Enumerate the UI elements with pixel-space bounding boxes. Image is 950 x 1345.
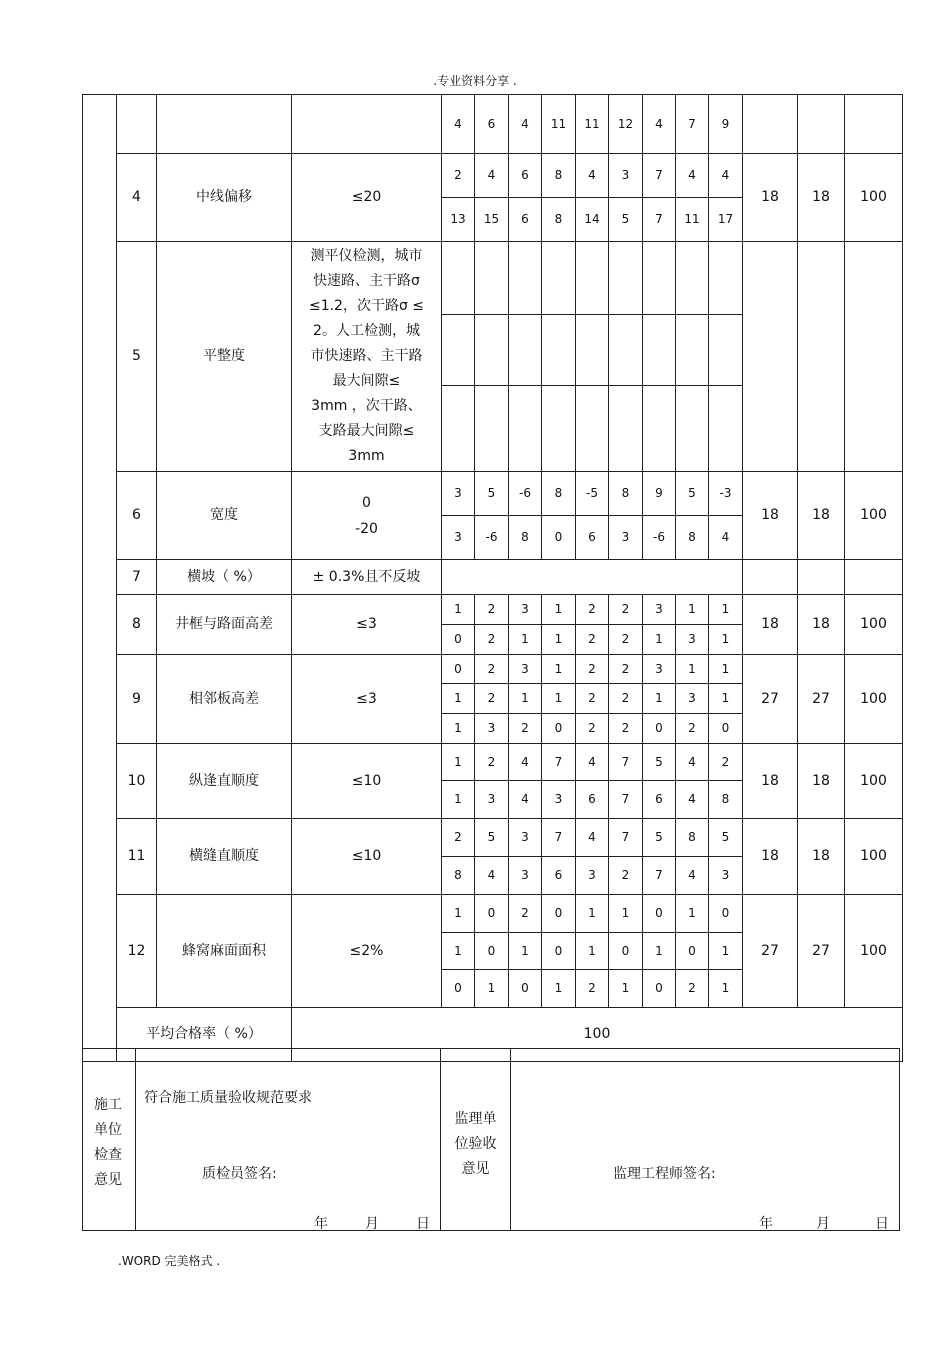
measured-value: 2: [475, 744, 509, 781]
item-name: 横坡（ %）: [157, 560, 292, 595]
measured-value: 14: [576, 198, 609, 242]
item-name: 井框与路面高差: [157, 595, 292, 655]
standard-line: 0: [362, 494, 371, 511]
measured-value: 2: [576, 625, 609, 655]
measured-value: 4: [576, 744, 609, 781]
measured-value: 2: [676, 714, 709, 744]
item-standard: [292, 472, 442, 560]
table-row: [83, 744, 903, 781]
measured-value: 1: [542, 970, 576, 1008]
measured-value: 3: [509, 819, 542, 857]
measured-value: -6: [509, 472, 542, 516]
measured-value: 1: [676, 595, 709, 625]
measured-value: 3: [542, 781, 576, 819]
measured-value: 4: [509, 781, 542, 819]
measured-value: 0: [542, 714, 576, 744]
measured-value: 7: [542, 819, 576, 857]
measured-value: 4: [509, 744, 542, 781]
measured-value: 15: [475, 198, 509, 242]
qualified-points: 18: [798, 744, 845, 819]
standard-line: 快速路、主干路σ: [313, 273, 420, 289]
item-standard: ≤20: [292, 154, 442, 242]
supervisor-opinion-cell: [511, 1049, 900, 1231]
measured-value: 3: [676, 684, 709, 714]
item-standard: ≤3: [292, 595, 442, 655]
measured-value: 11: [542, 95, 576, 154]
measured-value: 1: [542, 595, 576, 625]
measured-value: 7: [676, 95, 709, 154]
measured-value: 6: [576, 781, 609, 819]
measured-value: 0: [709, 895, 743, 933]
measured-value: 1: [509, 684, 542, 714]
qualified-points: 18: [798, 154, 845, 242]
standard-line: -20: [355, 520, 378, 537]
measured-value: 7: [643, 154, 676, 198]
checked-points: 18: [743, 154, 798, 242]
standard-line: 市快速路、主干路: [310, 348, 423, 364]
measured-value: 2: [576, 595, 609, 625]
measured-value: 8: [542, 472, 576, 516]
measured-value: 2: [475, 655, 509, 684]
measured-value: 1: [442, 933, 475, 970]
measured-value: 3: [509, 595, 542, 625]
measured-value: 0: [643, 970, 676, 1008]
measured-value: 4: [442, 95, 475, 154]
item-name: 蜂窝麻面面积: [157, 895, 292, 1008]
standard-line: 最大间隙≤: [332, 373, 401, 389]
measured-value: 8: [442, 857, 475, 895]
measured-value: 5: [643, 744, 676, 781]
measured-value: 0: [542, 895, 576, 933]
measured-value: 4: [643, 95, 676, 154]
measured-value: 6: [576, 516, 609, 560]
item-standard: [292, 95, 442, 154]
measured-value: 6: [509, 198, 542, 242]
measured-value: -3: [709, 472, 743, 516]
measured-value: 1: [709, 655, 743, 684]
measured-value: 2: [576, 655, 609, 684]
measured-values-empty: [442, 560, 743, 595]
measured-value: 3: [442, 472, 475, 516]
standard-line: 测平仪检测，城市: [310, 248, 423, 264]
measured-value: 8: [509, 516, 542, 560]
measured-value: 9: [709, 95, 743, 154]
measured-value: 6: [542, 857, 576, 895]
signoff-table: [82, 1048, 900, 1231]
measured-value: 8: [542, 154, 576, 198]
checked-points: 27: [743, 655, 798, 744]
measured-value: 0: [442, 625, 475, 655]
measured-value: 3: [475, 714, 509, 744]
measured-value: 5: [709, 819, 743, 857]
item-no: 5: [117, 242, 157, 472]
measured-value: 2: [609, 857, 643, 895]
measured-value: 4: [576, 819, 609, 857]
measured-value: 1: [576, 933, 609, 970]
measured-value: 0: [475, 895, 509, 933]
measured-value: 2: [475, 684, 509, 714]
item-no: 7: [117, 560, 157, 595]
measured-value: 2: [509, 895, 542, 933]
table-row: [83, 595, 903, 625]
measured-value: 8: [609, 472, 643, 516]
measured-value: 0: [643, 714, 676, 744]
measured-value: 7: [643, 857, 676, 895]
measured-value: 1: [542, 625, 576, 655]
measured-value: 7: [609, 819, 643, 857]
measured-value: 1: [475, 970, 509, 1008]
measured-value: 2: [609, 595, 643, 625]
measured-value: 1: [709, 595, 743, 625]
item-no: 10: [117, 744, 157, 819]
item-standard: ± 0.3%且不反坡: [292, 560, 442, 595]
qualified-points: [798, 242, 845, 472]
measured-value: 7: [643, 198, 676, 242]
measured-value: 1: [442, 744, 475, 781]
measured-value: 8: [709, 781, 743, 819]
measured-value: 0: [542, 516, 576, 560]
measured-value: 2: [709, 744, 743, 781]
measured-value: 1: [509, 933, 542, 970]
pass-rate: 100: [845, 819, 903, 895]
measured-value: 5: [475, 819, 509, 857]
measured-value: 4: [709, 154, 743, 198]
measured-value: 3: [643, 595, 676, 625]
measured-value: 7: [609, 744, 643, 781]
contractor-opinion-cell: [136, 1049, 441, 1231]
table-row: [83, 154, 903, 198]
measured-value: 6: [509, 154, 542, 198]
measured-value: 1: [709, 970, 743, 1008]
supervisor-label-cell: [441, 1049, 511, 1231]
standard-line: 3mm ，次干路、: [311, 398, 422, 414]
pass-rate: 100: [845, 472, 903, 560]
item-no: 12: [117, 895, 157, 1008]
measured-value: 2: [676, 970, 709, 1008]
measured-value: 1: [709, 684, 743, 714]
item-standard: ≤2%: [292, 895, 442, 1008]
contractor-opinion-text: 符合施工质量验收规范要求: [144, 1090, 312, 1106]
table-row: [83, 560, 903, 595]
item-name: 平整度: [157, 242, 292, 472]
contractor-date-year: 年: [314, 1216, 328, 1232]
supervisor-date-year: 年: [759, 1216, 773, 1232]
item-standard: ≤10: [292, 819, 442, 895]
item-no: 6: [117, 472, 157, 560]
contractor-date-month: 月: [365, 1216, 379, 1232]
table-row: [83, 655, 903, 684]
supervisor-opinion-label: 监理单位验收意见: [454, 1111, 497, 1177]
contractor-opinion-label: 施工单位检查意见: [94, 1097, 122, 1188]
measured-value: 11: [676, 198, 709, 242]
measured-value: 2: [576, 684, 609, 714]
inspection-table: [82, 94, 903, 1062]
table-row: [83, 472, 903, 516]
measured-value: 0: [542, 933, 576, 970]
supervisor-date-day: 日: [875, 1216, 889, 1232]
checked-points: 18: [743, 744, 798, 819]
measured-value: 0: [442, 655, 475, 684]
pass-rate: 100: [845, 595, 903, 655]
measured-value: 2: [442, 154, 475, 198]
measured-value: 1: [643, 625, 676, 655]
measured-value: 4: [475, 154, 509, 198]
table-row: [83, 242, 903, 315]
qualified-points: [798, 95, 845, 154]
measured-value: 0: [509, 970, 542, 1008]
measured-value: -5: [576, 472, 609, 516]
qualified-points: 27: [798, 655, 845, 744]
measured-value: 3: [509, 857, 542, 895]
contractor-label-cell: [83, 1049, 136, 1231]
measured-value: 4: [676, 744, 709, 781]
standard-line: 2。人工检测，城: [313, 323, 420, 339]
table-row: [83, 95, 903, 154]
measured-value: 3: [442, 516, 475, 560]
checked-points: 27: [743, 895, 798, 1008]
measured-value: 2: [475, 595, 509, 625]
measured-value: 0: [709, 714, 743, 744]
item-name: 中线偏移: [157, 154, 292, 242]
measured-value: 1: [609, 895, 643, 933]
qualified-points: 18: [798, 819, 845, 895]
qualified-points: 18: [798, 595, 845, 655]
measured-value: 0: [442, 970, 475, 1008]
measured-value: 8: [676, 516, 709, 560]
measured-value: 2: [609, 684, 643, 714]
supervisor-date-month: 月: [816, 1216, 830, 1232]
measured-value: 3: [475, 781, 509, 819]
measured-value: 1: [442, 895, 475, 933]
measured-value: 1: [509, 625, 542, 655]
item-no: [117, 95, 157, 154]
measured-value: 3: [709, 857, 743, 895]
measured-value: 1: [643, 933, 676, 970]
item-no: 8: [117, 595, 157, 655]
item-standard: ≤3: [292, 655, 442, 744]
measured-value: 9: [643, 472, 676, 516]
item-standard: [292, 242, 442, 472]
measured-value: 4: [676, 781, 709, 819]
measured-value: 7: [609, 781, 643, 819]
measured-value: 5: [676, 472, 709, 516]
standard-line: ≤1.2，次干路σ ≤: [308, 298, 425, 314]
item-name: 宽度: [157, 472, 292, 560]
measured-value: 5: [475, 472, 509, 516]
checked-points: 18: [743, 595, 798, 655]
checked-points: 18: [743, 819, 798, 895]
qualified-points: 27: [798, 895, 845, 1008]
page-footer: .WORD 完美格式 .: [118, 1254, 221, 1268]
item-name: [157, 95, 292, 154]
measured-value: 1: [576, 895, 609, 933]
pass-rate: 100: [845, 154, 903, 242]
measured-value: 1: [676, 895, 709, 933]
engineer-signature-label: 监理工程师签名:: [613, 1166, 716, 1182]
measured-value: 1: [442, 781, 475, 819]
measured-value: 1: [542, 684, 576, 714]
average-pass-rate-value: 100: [292, 1008, 903, 1062]
standard-line: 3mm: [348, 448, 385, 464]
measured-value: 2: [609, 714, 643, 744]
measured-value: 2: [609, 625, 643, 655]
measured-value: 2: [576, 714, 609, 744]
measured-value: 1: [709, 933, 743, 970]
measured-value: 6: [643, 781, 676, 819]
measured-value: 4: [676, 154, 709, 198]
measured-value: 2: [609, 655, 643, 684]
average-pass-rate-label: 平均合格率（ %）: [117, 1008, 292, 1062]
measured-value: -6: [475, 516, 509, 560]
contractor-date-day: 日: [416, 1216, 430, 1232]
pass-rate: [845, 242, 903, 472]
measured-value: 1: [709, 625, 743, 655]
pass-rate: [845, 95, 903, 154]
measured-value: 2: [576, 970, 609, 1008]
measured-value: 4: [676, 857, 709, 895]
measured-value: 1: [676, 655, 709, 684]
table-row: [83, 895, 903, 933]
item-standard: ≤10: [292, 744, 442, 819]
measured-value: 4: [475, 857, 509, 895]
measured-value: 3: [609, 516, 643, 560]
measured-value: 17: [709, 198, 743, 242]
measured-value: 4: [709, 516, 743, 560]
measured-value: 13: [442, 198, 475, 242]
checked-points: [743, 242, 798, 472]
measured-value: 5: [609, 198, 643, 242]
item-no: 4: [117, 154, 157, 242]
item-name: 横缝直顺度: [157, 819, 292, 895]
checked-points: 18: [743, 472, 798, 560]
measured-value: 2: [442, 819, 475, 857]
pass-rate: 100: [845, 895, 903, 1008]
measured-value: 2: [509, 714, 542, 744]
pass-rate: 100: [845, 655, 903, 744]
measured-value: 1: [442, 684, 475, 714]
item-name: 纵逢直顺度: [157, 744, 292, 819]
measured-value: 8: [676, 819, 709, 857]
table-row: [83, 819, 903, 857]
measured-value: 0: [475, 933, 509, 970]
measured-value: -6: [643, 516, 676, 560]
measured-value: 3: [643, 655, 676, 684]
measured-value: 0: [643, 895, 676, 933]
measured-value: 12: [609, 95, 643, 154]
measured-value: 1: [643, 684, 676, 714]
measured-value: 11: [576, 95, 609, 154]
measured-value: 6: [475, 95, 509, 154]
measured-value: 4: [576, 154, 609, 198]
item-no: 9: [117, 655, 157, 744]
measured-value: 3: [576, 857, 609, 895]
measured-value: 1: [442, 595, 475, 625]
measured-value: 4: [509, 95, 542, 154]
measured-value: 1: [542, 655, 576, 684]
measured-value: 7: [542, 744, 576, 781]
measured-value: 0: [609, 933, 643, 970]
measured-value: 3: [609, 154, 643, 198]
measured-value: 5: [643, 819, 676, 857]
item-name: 相邻板高差: [157, 655, 292, 744]
qualified-points: 18: [798, 472, 845, 560]
standard-line: 支路最大间隙≤: [318, 423, 415, 439]
measured-value: 8: [542, 198, 576, 242]
measured-value: 1: [442, 714, 475, 744]
item-no: 11: [117, 819, 157, 895]
left-margin-cell: [83, 95, 117, 1062]
measured-value: 1: [609, 970, 643, 1008]
measured-value: 2: [475, 625, 509, 655]
inspector-signature-label: 质检员签名:: [202, 1166, 277, 1182]
pass-rate: 100: [845, 744, 903, 819]
measured-value: 3: [676, 625, 709, 655]
measured-value: 0: [676, 933, 709, 970]
checked-points: [743, 95, 798, 154]
page-header: .专业资料分享 .: [433, 74, 517, 88]
measured-value: 3: [509, 655, 542, 684]
